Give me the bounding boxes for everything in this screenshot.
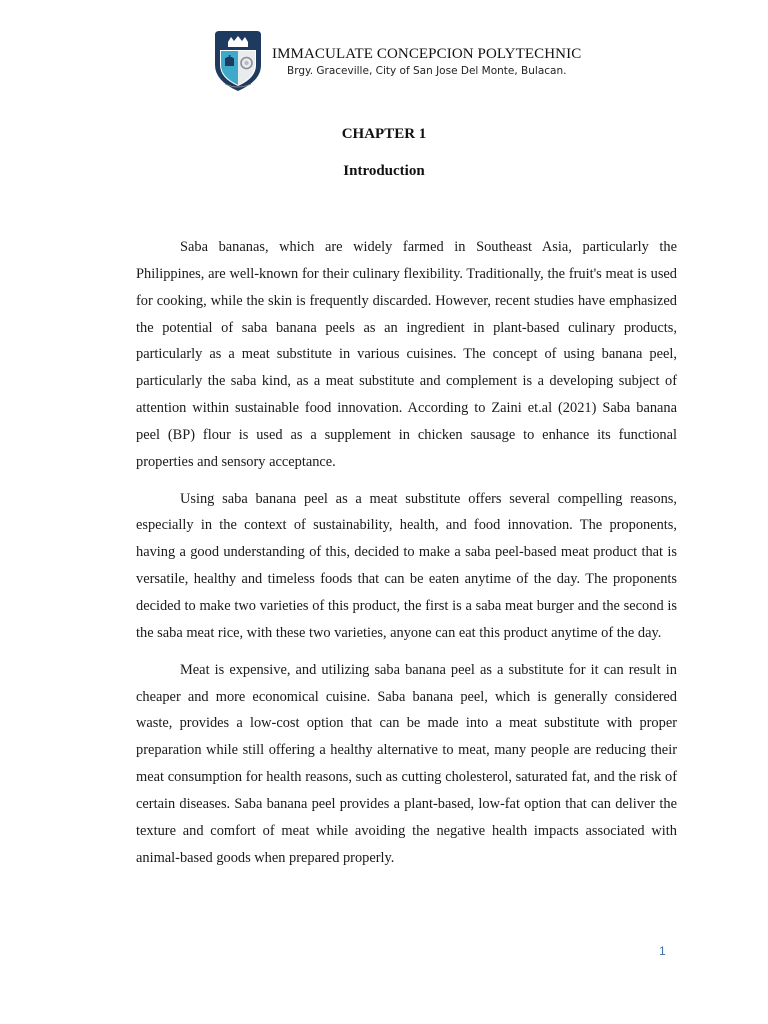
chapter-title: CHAPTER 1	[341, 126, 427, 142]
paragraph: Meat is expensive, and utilizing saba banana peel as a substitute for it can result in cheaper and more economical cuisine. Saba banana peel, which is generally considered waste, provides a low-cost option that can be made into a meat substitute with proper preparation while still offering a healthy alternative to meat, many people are reducing their meat consumption for health reasons, such as cutting cholesterol, saturated fat, and the risk of certain diseases. Saba banana peel provides a plant-based, low-fat option that can deliver the texture and comfort of meat while avoiding the negative health impacts associated with animal-based goods when prepared properly.	[136, 661, 677, 866]
page-number: 1	[659, 944, 666, 958]
institution-name: IMMACULATE CONCEPCION POLYTECHNIC	[272, 46, 582, 62]
school-shield-logo	[213, 29, 263, 93]
institution-address: Brgy. Graceville, City of San Jose Del Monte, Bulacan.	[287, 65, 567, 77]
paragraph: Using saba banana peel as a meat substitute offers several compelling reasons, especially in the context of sustainability, health, and food innovation. The proponents, having a good understanding of this, decided to make a saba peel-based meat product that is versatile, healthy and timeless foods that can be eaten anytime of the day. The proponents decided to make two varieties of this product, the first is a saba meat burger and the second is the saba meat rice, with these two varieties, anyone can eat this product anytime of the day.	[136, 490, 677, 641]
section-title: Introduction	[343, 163, 425, 179]
body-text	[136, 234, 677, 881]
letterhead	[213, 29, 581, 93]
paragraph: Saba bananas, which are widely farmed in Southeast Asia, particularly the Philippines, are well-known for their culinary flexibility. Traditionally, the fruit's meat is used for cooking, while the skin is frequently discarded. However, recent studies have emphasized the potential of saba banana peels as an ingredient in plant-based culinary products, particularly as a meat substitute in various cuisines. The concept of using banana peel, particularly the saba kind, as a meat substitute and complement is a developing subject of attention within sustainable food innovation. According to Zaini et.al (2021) Saba banana peel (BP) flour is used as a supplement in chicken sausage to enhance its functional properties and sensory acceptance.	[136, 239, 677, 470]
